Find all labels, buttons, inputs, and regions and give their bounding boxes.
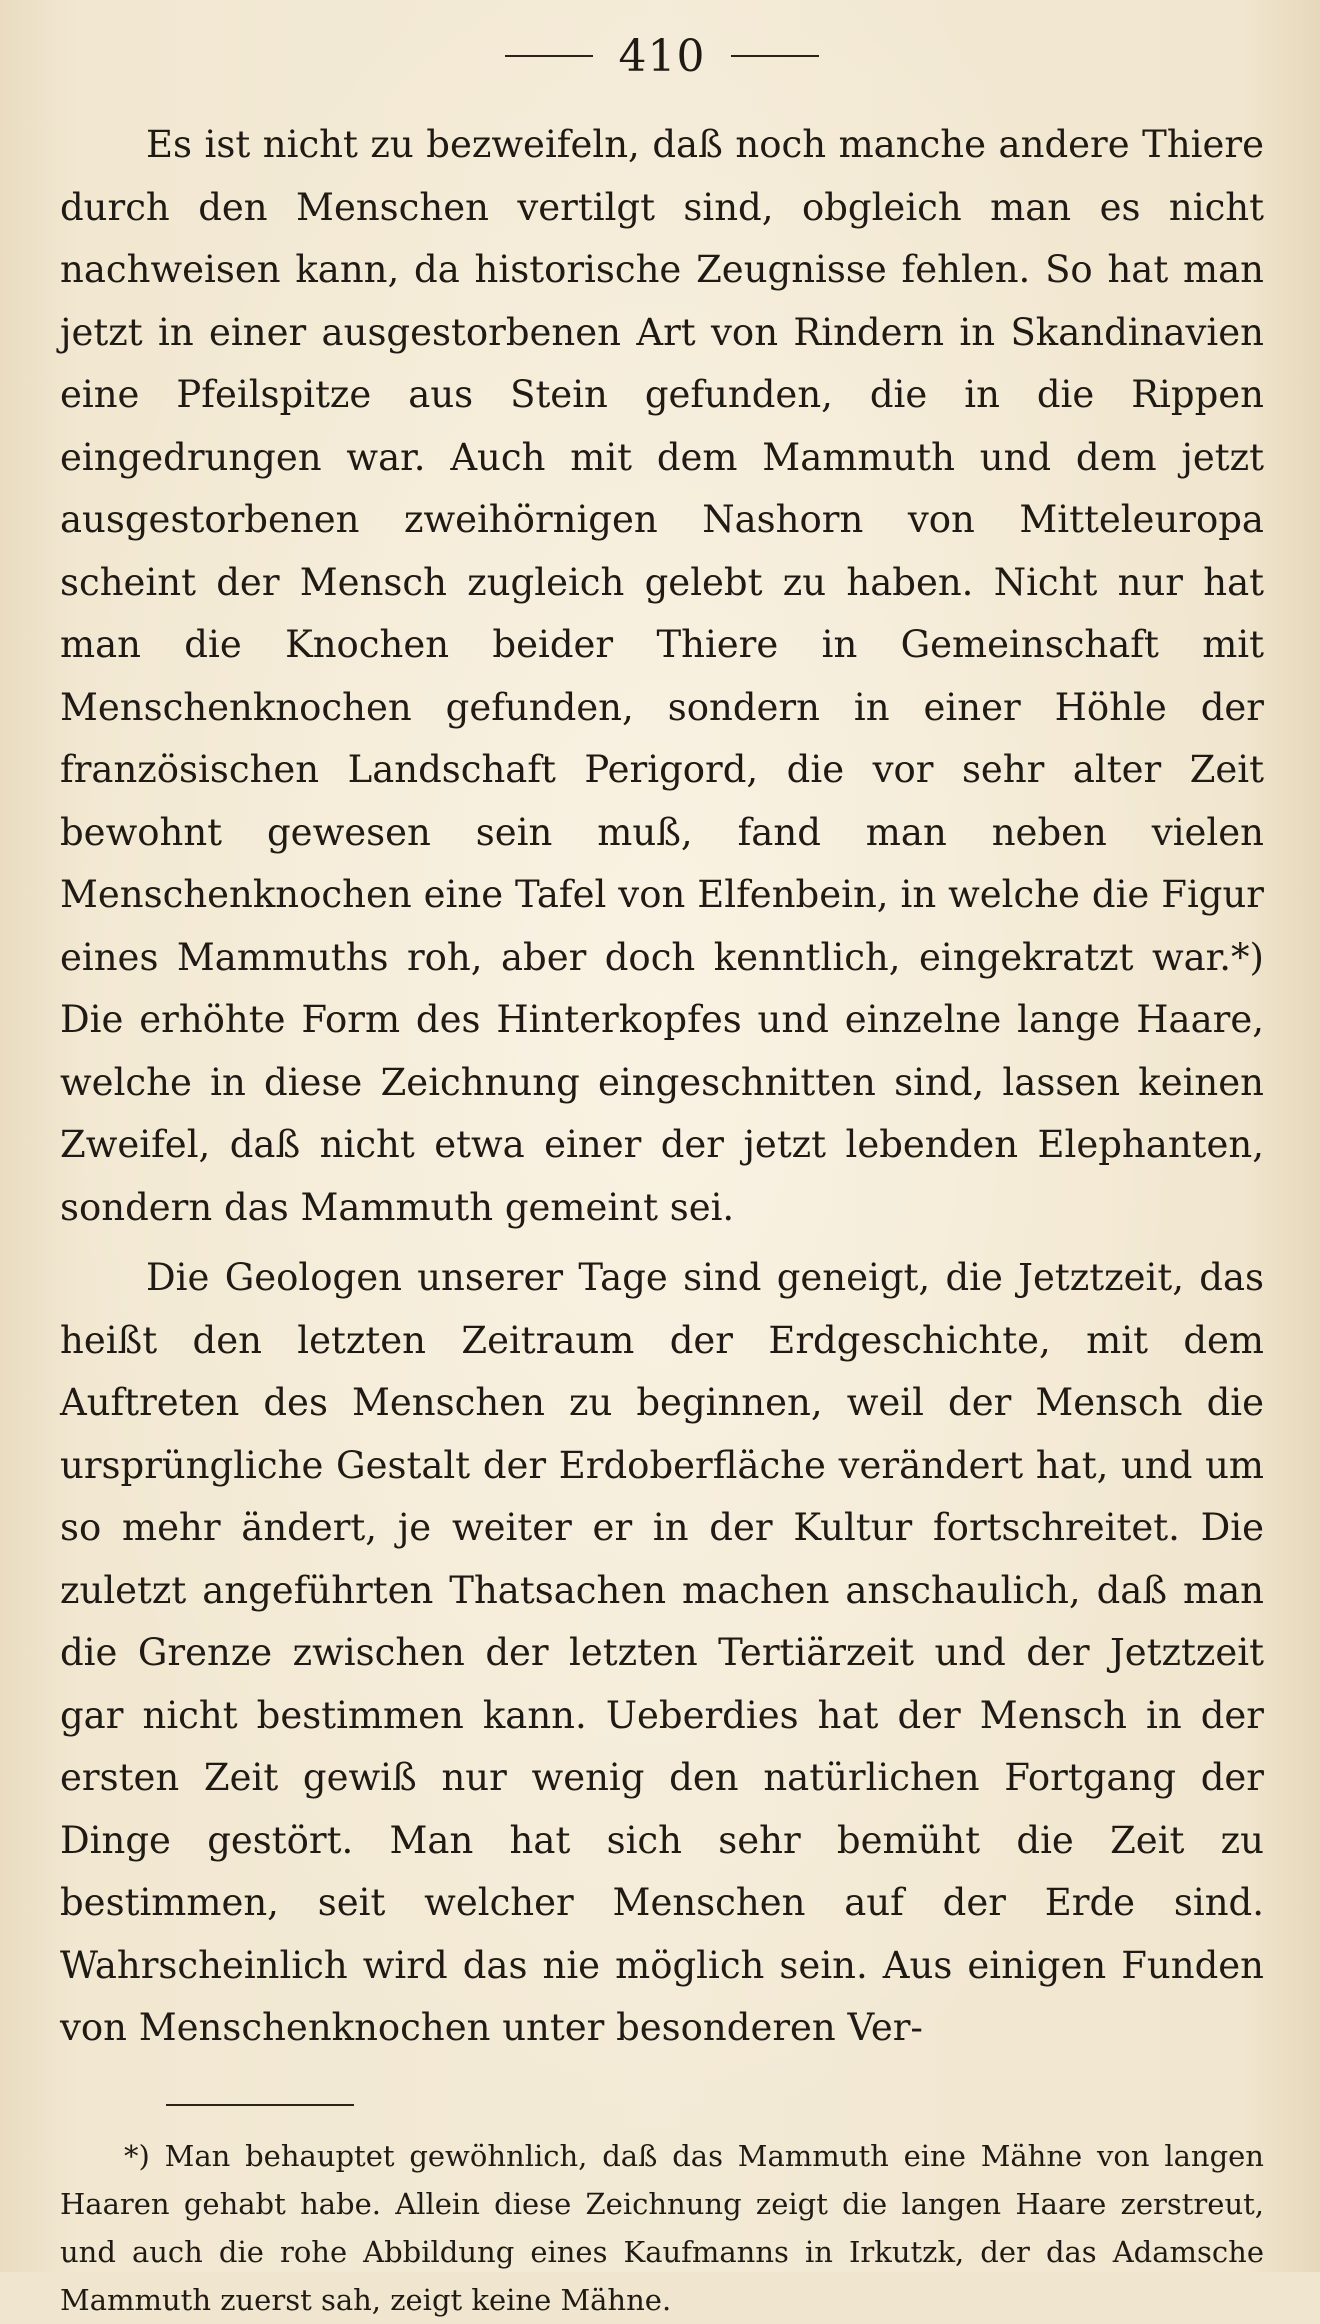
footnote: *) Man behauptet gewöhnlich, daß das Mammuth eine Mähne von langen Haaren gehabt habe. Allein diese Zeichnung zeigt die langen Haare zerstreut, und auch die rohe Abbildung eines Kaufmanns in Irkutzk, der das Adamsche Mammuth zuerst sah, zeigt keine Mähne. (60, 2138, 1264, 2317)
header-rule-right (731, 55, 819, 57)
page-header (60, 26, 1264, 86)
header-rule-left (505, 55, 593, 57)
page-number: 410 (618, 30, 706, 82)
footnote-rule (166, 2104, 354, 2106)
main-text (60, 114, 1264, 2060)
paragraph-present-epoch: Die Geologen unserer Tage sind geneigt, die Jetztzeit, das heißt den letzten Zeitraum der Erdgeschichte, mit dem Auftreten des Menschen zu beginnen, weil der Mensch die ursprüngliche Gestalt der Erdoberfläche verändert hat, und um so mehr ändert, je weiter er in der Kultur fortschreitet. Die zuletzt angeführten Thatsachen machen anschaulich, daß man die Grenze zwischen der letzten Tertiärzeit und der Jetztzeit gar nicht bestimmen kann. Ueberdies hat der Mensch in der ersten Zeit gewiß nur wenig den natürlichen Fortgang der Dinge gestört. Man hat sich sehr bemüht die Zeit zu bestimmen, seit welcher Menschen auf der Erde sind. Wahrscheinlich wird das nie möglich sein. Aus einigen Funden von Menschenknochen unter besonderen Ver- (60, 1256, 1264, 2049)
paragraph-extinct-animals: Es ist nicht zu bezweifeln, daß noch manche andere Thiere durch den Menschen vertilgt sind, obgleich man es nicht nachweisen kann, da historische Zeugnisse fehlen. So hat man jetzt in einer ausgestorbenen Art von Rindern in Skandinavien eine Pfeilspitze aus Stein gefunden, die in die Rippen eingedrungen war. Auch mit dem Mammuth und dem jetzt ausgestorbenen zweihörnigen Nashorn von Mitteleuropa scheint der Mensch zugleich gelebt zu haben. Nicht nur hat man die Knochen beider Thiere in Gemeinschaft mit Menschenknochen gefunden, sondern in einer Höhle der französischen Landschaft Perigord, die vor sehr alter Zeit bewohnt gewesen sein muß, fand man neben vielen Menschenknochen eine Tafel von Elfenbein, in welche die Figur eines Mammuths roh, aber doch kenntlich, eingekratzt war.*) Die erhöhte Form des Hinterkopfes und einzelne lange Haare, welche in diese Zeichnung eingeschnitten sind, lassen keinen Zweifel, daß nicht etwa einer der jetzt lebenden Elephanten, sondern das Mammuth gemeint sei. (60, 123, 1264, 1229)
